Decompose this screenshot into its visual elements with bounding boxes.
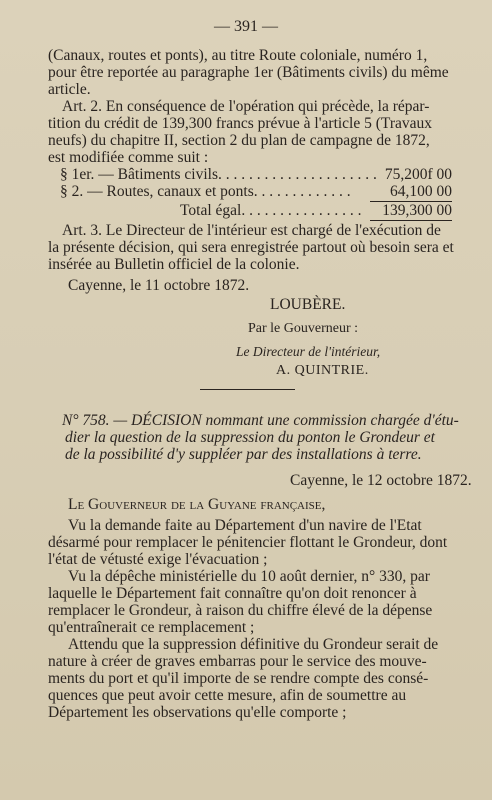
separator-rule [200,389,295,390]
text-line: nature à créer de graves embarras pour le service des mouve- [48,653,427,670]
text-line: qu'entraînerait ce remplacement ; [48,619,255,636]
date-line: Cayenne, le 11 octobre 1872. [68,277,250,294]
row-label: § 1er. — Bâtiments civils. . . . . . . . . . . . . . . . . . . . . [60,166,377,183]
text-line: neufs) du chapitre II, section 2 du plan de campagne de 1872, [48,132,430,149]
text-line: ments du port et qu'il importe de se rendre compte des consé- [48,670,429,687]
page-number: — 391 — [214,18,278,35]
text-line: l'état de vétusté exige l'évacuation ; [48,551,268,568]
text-line: quences que peut avoir cette mesure, afin de soumettre au [48,687,407,704]
total-rule [370,220,452,221]
signature: A. QUINTRIE. [276,363,369,378]
text-line: Vu la dépêche ministérielle du 10 août dernier, n° 330, par [68,568,430,585]
text-line: remplacer le Grondeur, à raison du chiffre élevé de la dépense [48,602,433,619]
decision-heading: dier la question de la suppression du ponton le Grondeur et [65,429,435,446]
text-line: (Canaux, routes et ponts), au titre Route coloniale, numéro 1, [48,47,428,64]
date-line: Cayenne, le 12 octobre 1872. [290,472,472,489]
decision-heading: N° 758. — DÉCISION nommant une commission chargée d'étu- [62,412,459,429]
text-line: pour être reportée au paragraphe 1er (Bâtiments civils) du même [48,64,449,81]
gouverneur-line: Le Gouverneur de la Guyane française, [68,496,326,513]
text-line: insérée au Bulletin officiel de la colonie. [48,256,300,273]
text-line: Attendu que la suppression définitive du Grondeur serait de [68,636,439,653]
par-le-gouverneur: Par le Gouverneur : [248,321,359,336]
table-total [180,202,452,219]
text-line: Vu la demande faite au Département d'un navire de l'Etat [68,517,422,534]
text-line: Art. 2. En conséquence de l'opération qui précède, la répar- [62,98,430,115]
row-amount: 75,200f 00 [384,166,452,183]
text-line: Département les observations qu'elle comporte ; [48,704,347,721]
text-line: est modifiée comme suit : [48,149,209,166]
row-amount: 64,100 00 [390,183,452,200]
signature: LOUBÈRE. [270,296,346,313]
text-line: désarmé pour remplacer le pénitencier flottant le Grondeur, dont [48,534,448,551]
text-line: article. [48,81,91,98]
total-label: Total égal. . . . . . . . . . . . . . . . [180,202,362,219]
row-label: § 2. — Routes, canaux et ponts. . . . . . . . . . . . . [60,183,351,200]
text-line: Art. 3. Le Directeur de l'intérieur est chargé de l'exécution de [62,222,441,239]
table-row [60,166,452,183]
directeur-title: Le Directeur de l'intérieur, [236,344,381,359]
decision-heading: de la possibilité d'y suppléer par des installations à terre. [65,446,422,463]
text-line: laquelle le Département fait connaître qu'on doit renoncer à [48,585,417,602]
total-amount: 139,300 00 [382,202,452,219]
table-row [60,183,452,200]
text-line: tition du crédit de 139,300 francs prévue à l'article 5 (Travaux [48,115,433,132]
text-line: la présente décision, qui sera enregistrée partout où besoin sera et [48,239,454,256]
